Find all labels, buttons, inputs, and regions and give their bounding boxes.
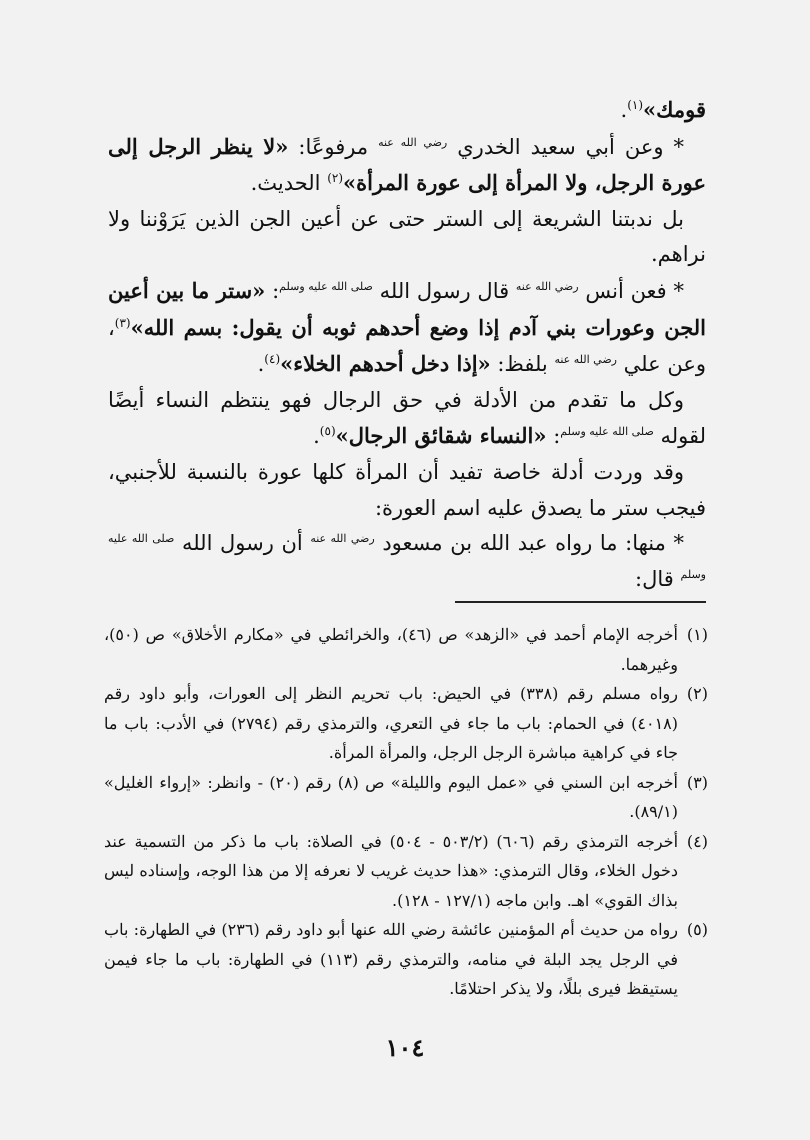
- footnote-ref: (٤): [264, 352, 281, 367]
- honorific-ligature: رضي الله عنه: [310, 532, 375, 546]
- text-run: قال:: [635, 566, 681, 591]
- hadith-quote: «ستر ما بين أعين الجن وعورات بني آدم إذا وضع أحدهم ثوبه أن يقول: بسم الله»: [108, 277, 706, 340]
- hadith-quote: «إذا دخل أحدهم الخلاء»: [280, 351, 491, 377]
- footnote: [104, 620, 708, 679]
- paragraph-4: [108, 383, 706, 455]
- text-run: الحديث.: [250, 171, 328, 196]
- text-run: وقد وردت أدلة خاصة تفيد أن المرأة كلها عورة بالنسبة للأجنبي، فيجب ستر ما يصدق عليه اسم العورة:: [108, 459, 706, 520]
- honorific-ligature: رضي الله عنه: [515, 279, 579, 293]
- honorific-ligature: صلى الله عليه وسلم: [279, 279, 373, 293]
- footnote: [104, 768, 708, 827]
- footnote-text: رواه مسلم رقم (٣٣٨) في الحيض: باب تحريم النظر إلى العورات، وأبو داود رقم (٤٠١٨) في الحمام: باب ما جاء في التعري، والترمذي رقم (٢٧٩٤) في الأدب: باب ما جاء في كراهية مباشرة الرجل الرجل، والمرأة المرأة.: [104, 684, 679, 762]
- footnote-ref: (٣): [114, 315, 131, 330]
- text-run: .: [313, 424, 320, 449]
- text-run: ، وعن علي: [108, 315, 706, 377]
- paragraph-1: [108, 129, 706, 202]
- footnote-number: (٢): [686, 684, 708, 703]
- text-run: بل ندبتنا الشريعة إلى الستر حتى عن أعين الجن الذين يَرَوْننا ولا نراهم.: [108, 206, 706, 267]
- paragraph-5: [108, 455, 706, 526]
- footnote-text: أخرجه الترمذي رقم (٦٠٦) (٥٠٣/٢ - ٥٠٤) في الصلاة: باب ما ذكر من التسمية عند دخول الخلاء، وقال الترمذي: «هذا حديث غريب لا نعرفه إلا من هذا الوجه، وإسناده ليس بذاك القوي» اهـ. وابن ماجه (١٢٧/١ - ١٢٨).: [104, 831, 679, 910]
- footnote-text: أخرجه ابن السني في «عمل اليوم والليلة» ص (٨) رقم (٢٠) - وانظر: «إرواء الغليل» (٨٩/١).: [104, 772, 679, 821]
- text-run: مرفوعًا:: [288, 134, 379, 159]
- text-run: :: [546, 424, 561, 449]
- text-run: أن رسول الله: [181, 531, 311, 556]
- footnote-text: أخرجه الإمام أحمد في «الزهد» ص (٤٦)، والخرائطي في «مكارم الأخلاق» ص (٥٠)، وغيرهما.: [104, 625, 678, 674]
- footnote-ref: (١): [627, 98, 644, 112]
- main-text: [108, 92, 706, 597]
- footnote-number: (٥): [686, 920, 708, 939]
- footnote-ref: (٥): [319, 424, 336, 439]
- page-number: ١٠٤: [385, 1033, 425, 1062]
- text-run: * وعن أبي سعيد الخدري: [457, 134, 684, 159]
- footnotes: [104, 620, 708, 1004]
- text-run: قال رسول الله: [379, 278, 516, 303]
- text-run: بلفظ:: [490, 352, 555, 377]
- text-run: * فعن أنس: [585, 278, 684, 303]
- honorific-ligature: رضي الله عنه: [378, 135, 448, 149]
- paragraph-2: [108, 202, 706, 273]
- text-run: قومك»: [643, 97, 706, 122]
- hadith-quote: «النساء شقائق الرجال»: [335, 423, 547, 449]
- footnote: [104, 679, 708, 768]
- honorific-ligature: صلى الله عليه وسلم: [108, 532, 706, 581]
- paragraph-6: [108, 526, 706, 597]
- text-run: * منها: ما رواه عبد الله بن مسعود: [382, 531, 684, 556]
- footnote: [104, 915, 708, 1004]
- footnote: [104, 827, 708, 916]
- footnote-separator: [455, 601, 706, 603]
- honorific-ligature: رضي الله عنه: [554, 353, 617, 367]
- paragraph-0: [108, 92, 706, 129]
- text-run: :: [265, 278, 280, 303]
- text-run: وكل ما تقدم من الأدلة في حق الرجال فهو ينتظم النساء أيضًا لقوله: [108, 387, 706, 449]
- text-run: .: [620, 98, 628, 122]
- footnote-number: (١): [686, 625, 708, 644]
- paragraph-3: [108, 273, 706, 383]
- footnote-ref: (٢): [327, 171, 344, 186]
- footnote-number: (٤): [686, 831, 708, 851]
- honorific-ligature: صلى الله عليه وسلم: [560, 425, 654, 439]
- footnote-number: (٣): [686, 772, 708, 792]
- hadith-quote: «لا ينظر الرجل إلى عورة الرجل، ولا المرأة إلى عورة المرأة»: [108, 133, 706, 196]
- text-run: .: [257, 352, 265, 377]
- footnote-text: رواه من حديث أم المؤمنين عائشة رضي الله عنها أبو داود رقم (٢٣٦) في الطهارة: باب في الرجل يجد البلة في منامه، والترمذي رقم (١١٣) في الطهارة: باب ما جاء فيمن يستيقظ فيرى بللًا، ولا يذكر احتلامًا.: [104, 920, 679, 998]
